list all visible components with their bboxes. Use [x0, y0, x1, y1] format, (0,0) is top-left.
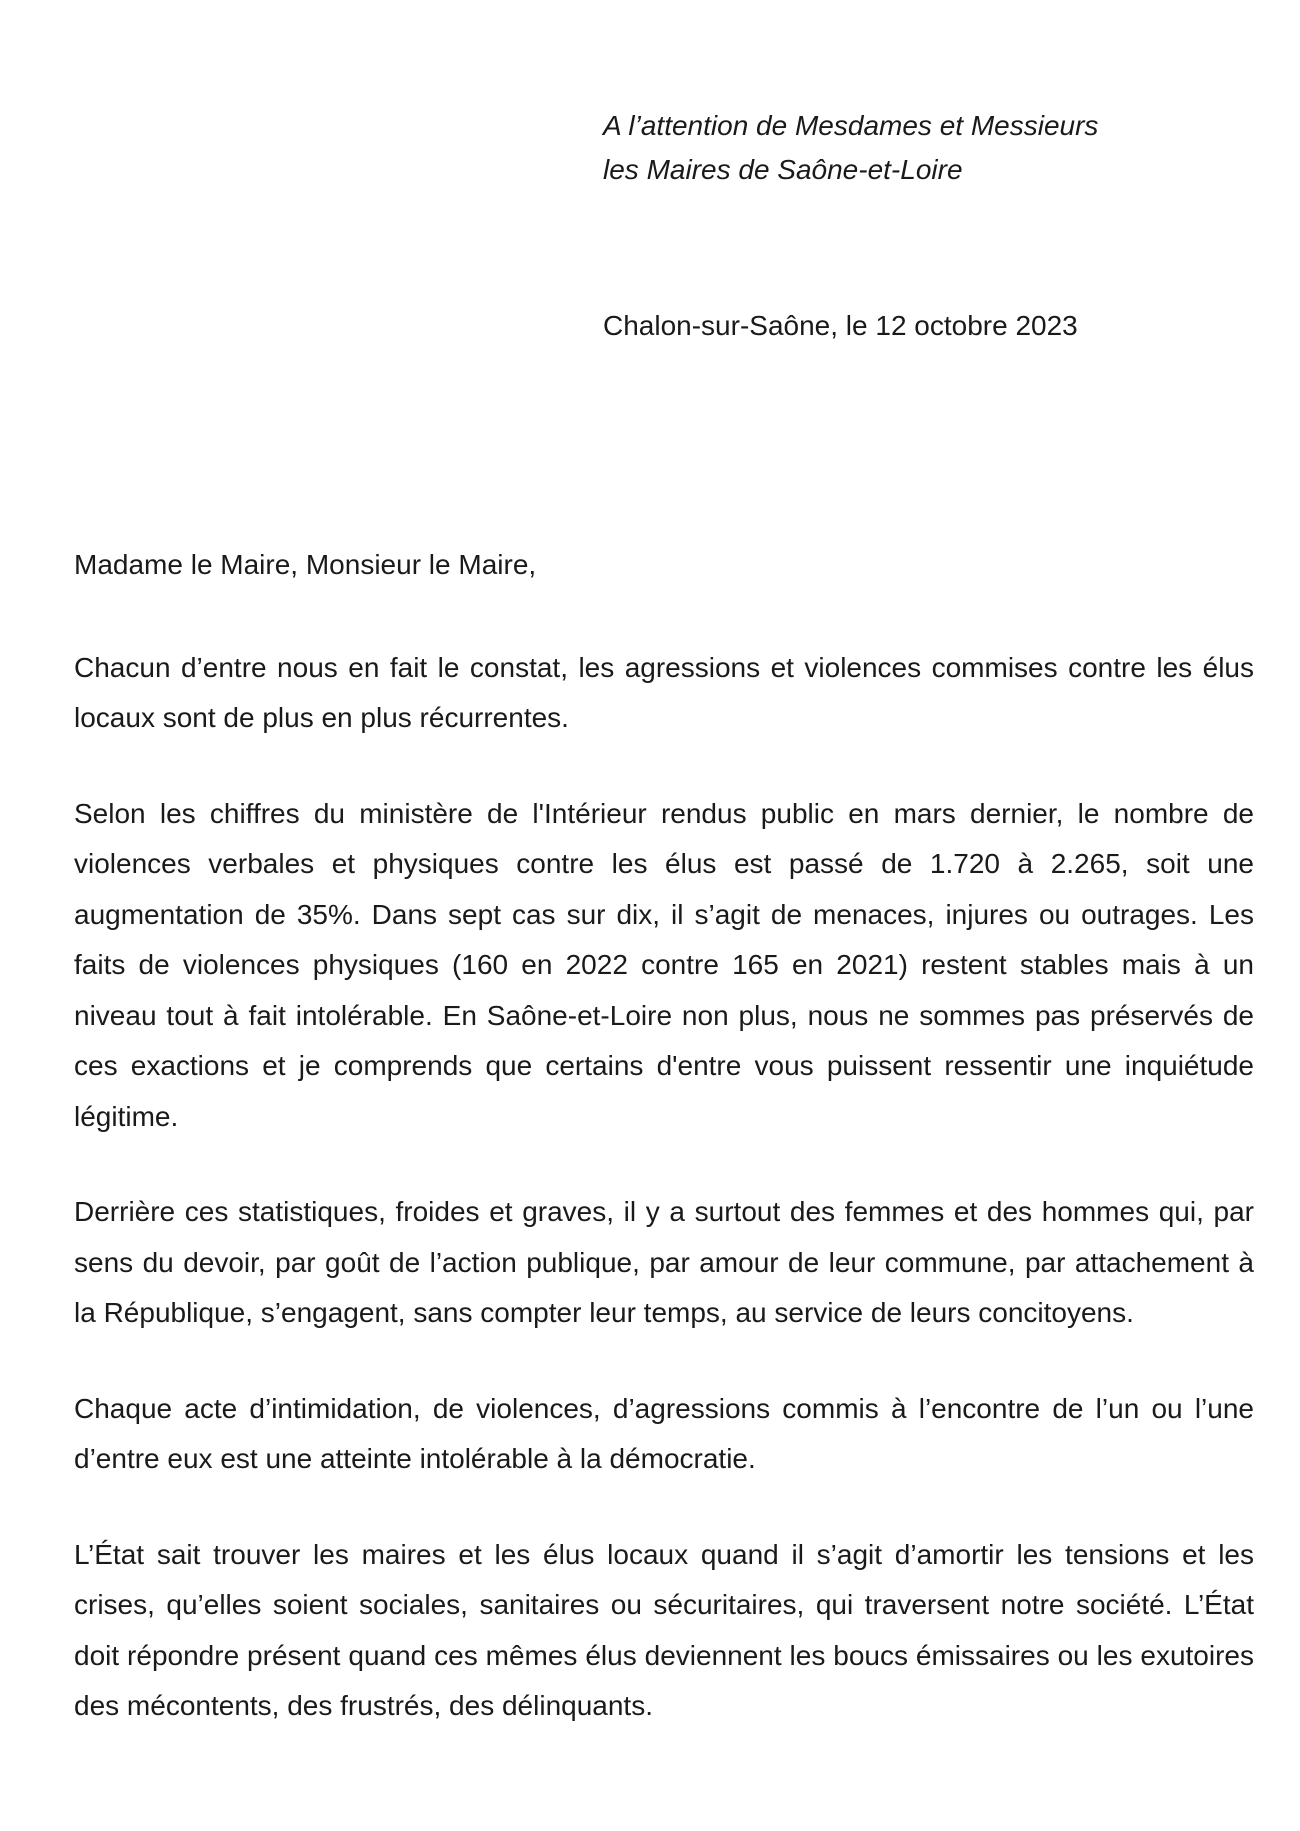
recipient-block: [603, 104, 1098, 192]
paragraph-4: Chaque acte d’intimidation, de violences, d’agressions commis à l’encontre de l’un ou l’une d’entre eux est une atteinte intolérable à la démocratie.: [74, 1392, 1254, 1474]
recipient-line-1: A l’attention de Mesdames et Messieurs: [603, 110, 1099, 141]
letter-body: [74, 540, 1254, 1777]
place-and-date: Chalon-sur-Saône, le 12 octobre 2023: [603, 310, 1078, 341]
paragraph-2: Selon les chiffres du ministère de l'Intérieur rendus public en mars dernier, le nombre de violences verbales et physiques contre les élus est passé de 1.720 à 2.265, soit une augmentation de 35%. Dans sept cas sur dix, il s’agit de menaces, injures ou outrages. Les faits de violences physiques (160 en 2022 contre 165 en 2021) restent stables mais à un niveau tout à fait intolérable. En Saône-et-Loire non plus, nous ne sommes pas préservés de ces exactions et je comprends que certains d'entre vous puissent ressentir une inquiétude légitime.: [74, 797, 1254, 1132]
paragraph-3: Derrière ces statistiques, froides et graves, il y a surtout des femmes et des hommes qui, par sens du devoir, par goût de l’action publique, par amour de leur commune, par attachement à la République, s’engagent, sans compter leur temps, au service de leurs concitoyens.: [74, 1196, 1254, 1328]
salutation: Madame le Maire, Monsieur le Maire,: [74, 549, 537, 580]
paragraph-5: L’État sait trouver les maires et les élus locaux quand il s’agit d’amortir les tensions et les crises, qu’elles soient sociales, sanitaires ou sécuritaires, qui traversent notre société. L’État doit répondre présent quand ces mêmes élus deviennent les boucs émissaires ou les exutoires des mécontents, des frustrés, des délinquants.: [74, 1538, 1254, 1721]
paragraph-1: Chacun d’entre nous en fait le constat, les agressions et violences commises contre les élus locaux sont de plus en plus récurrentes.: [74, 651, 1254, 733]
recipient-line-2: les Maires de Saône-et-Loire: [603, 154, 963, 185]
